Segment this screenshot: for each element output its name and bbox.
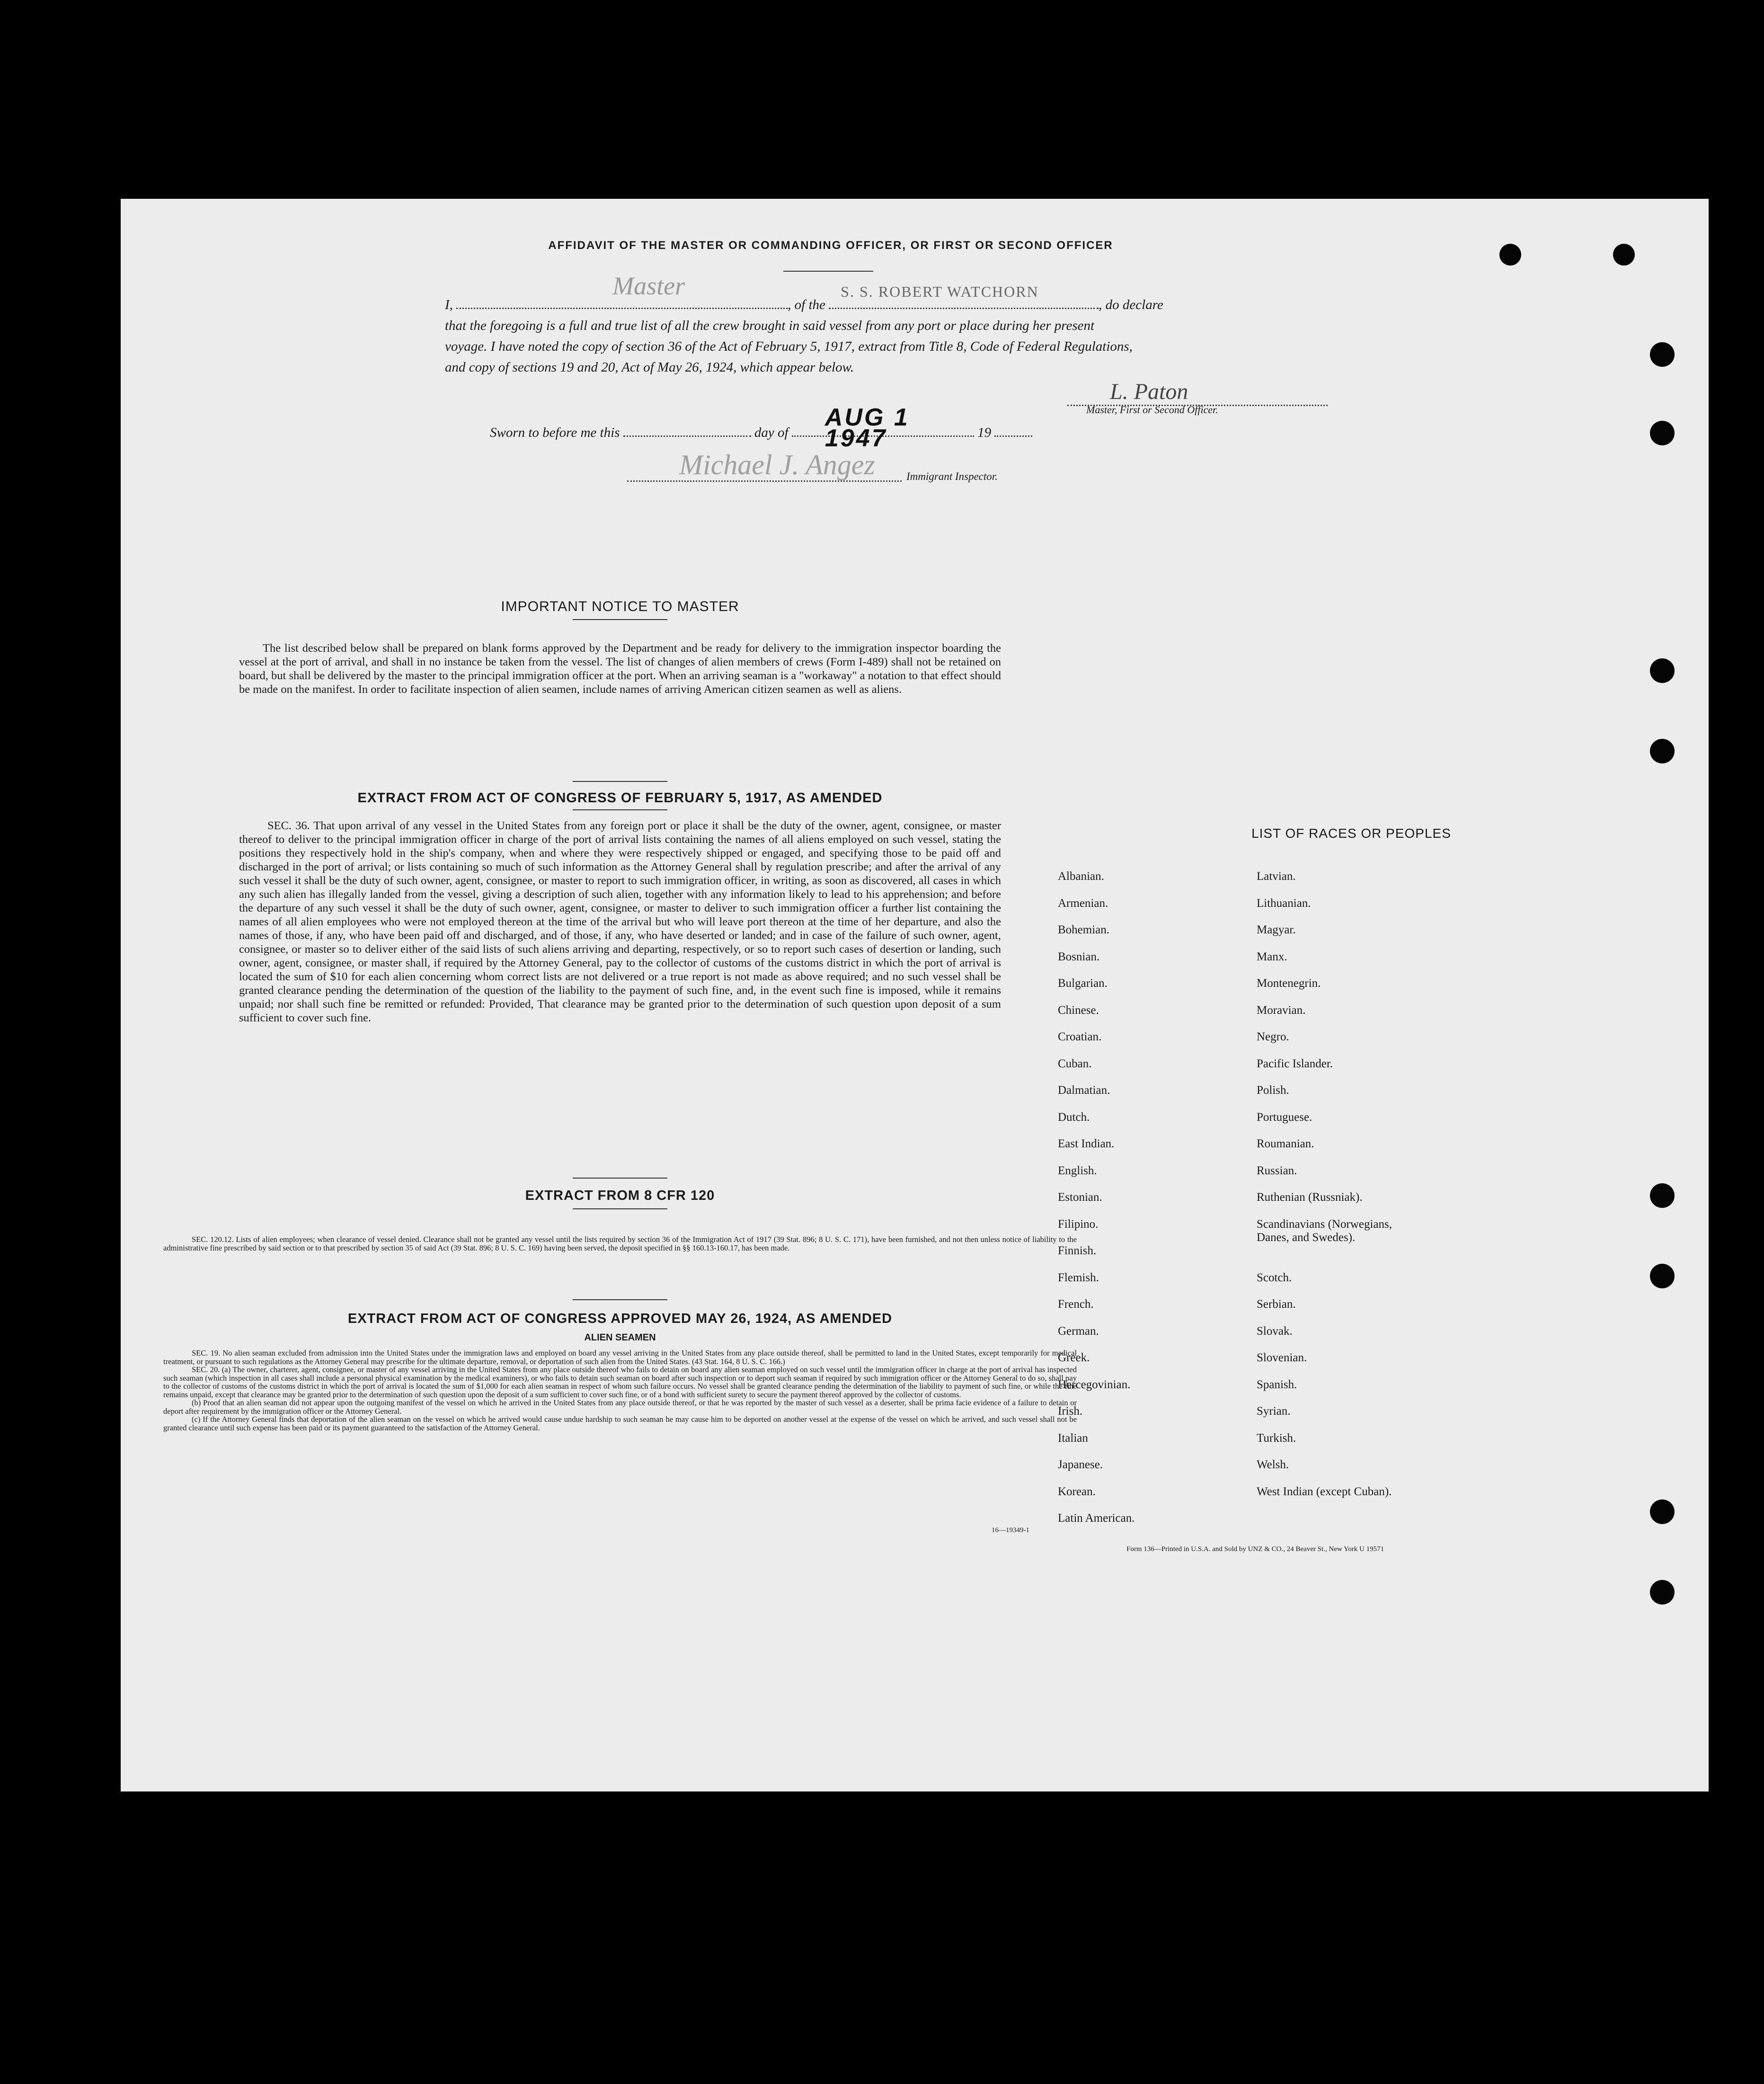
race-item: Scotch. [1257,1271,1292,1284]
master-name-field [456,272,788,309]
sworn-label: Sworn to before me this [490,425,620,440]
race-item: Greek. [1058,1351,1090,1364]
extract-cfr-text: SEC. 120.12. Lists of alien employees; when clearance of vessel denied. Clearance shall not be granted any vessel until the lists required by section 36 of the Immigration Act of 1917 (39 Stat. 896; 8 U. S. C. 171), have been furnished, and not then unless notice of liability to the administrative fine prescribed by said section or to that prescribed by section 35 of said Act (39 Stat. 896; 8 U. S. C. 169) having been served, the deposit specified in §§ 160.13-160.17, has been made. [163,1235,1077,1252]
race-item: Slovak. [1257,1324,1293,1338]
sec-20c-text: (c) If the Attorney General finds that deportation of the alien seaman on the vessel on which he arrived would cause undue hardship to such seaman he may cause him to be deported on another vessel at the expense of the vessel on which he arrived, and such vessel shall not be granted clearance until such expense has been paid or its payment guaranteed to the satisfaction of the Attorney General. [163,1415,1077,1432]
race-item: Serbian. [1257,1298,1296,1311]
affidavit-line-4: and copy of sections 19 and 20, Act of May 26, 1924, which appear below. [445,360,854,375]
extract-1917-heading: EXTRACT FROM ACT OF CONGRESS OF FEBRUARY 5, 1917, AS AMENDED [357,790,883,806]
binder-hole [1650,1580,1675,1605]
extract-1917-rule [573,809,667,810]
extract-cfr-rule [573,1208,667,1209]
race-item: Albanian. [1058,870,1104,883]
race-item: Bosnian. [1058,950,1100,963]
affidavit-line-2: that the foregoing is a full and true list of all the crew brought in said vessel from any port or place during her present [445,318,1095,333]
do-declare-label: , do declare [1099,297,1163,312]
inspector-signature-line [627,449,902,482]
sworn-line [490,404,1105,452]
race-item: Dutch. [1058,1110,1090,1124]
i-label: I, [445,297,453,312]
race-item: Lithuanian. [1257,896,1311,910]
race-item: Filipino. [1058,1217,1099,1231]
master-caption: Master, First or Second Officer. [1086,404,1218,416]
race-item: Russian. [1257,1164,1297,1177]
race-item: Syrian. [1257,1405,1291,1418]
race-item: Finnish. [1058,1244,1097,1257]
extract-1917-text: SEC. 36. That upon arrival of any vessel in the United States from any foreign port or place it shall be the duty of the owner, agent, consignee, or master thereof to deliver to the principal immigration officer in charge of the port of arrival lists containing the names of all aliens employed on such vessel, stating the positions they respectively hold in the ship's company, when and where they were respectively shipped or engaged, and specifying those to be paid off and discharged in the port of arrival; or lists containing so much of such information as the Attorney General shall by regulation prescribe; and after the arrival of any such vessel it shall be the duty of such owner, agent, consignee, or master to report to such immigration officer, in writing, as soon as discovered, all cases in which any such alien has illegally landed from the vessel, giving a description of such alien, together with any information likely to lead to his apprehension; and before the departure of any such vessel it shall be the duty of such owner, agent, consignee, or master to deliver to such immigration officer a further list containing the names of all alien employees who were not employed thereon at the time of the arrival but who will leave port thereon at the time of her departure, and also the names of those, if any, who have been paid off and discharged, and of those, if any, who have deserted or landed; and in case of the failure of such owner, agent, consignee, or master so to deliver either of the said lists of such aliens arriving and departing, respectively, or so to report such cases of desertion or landing, such owner, agent, consignee, or master shall, if required by the Attorney General, pay to the collector of customs of the customs district in which the port of arrival is located the sum of $10 for each alien concerning whom correct lists are not delivered or a true report is not made as above required; and no such vessel shall be granted clearance pending the determination of the question of the liability to the payment of such fine, and, in the event such fine is imposed, while it remains unpaid; nor shall such fine be remitted or refunded: Provided, That clearance may be granted prior to the determination of such question upon deposit of a sum sufficient to cover such fine. [239,819,1001,1024]
race-item: Polish. [1257,1084,1289,1097]
extract-1924-body [163,1349,1077,1432]
race-item: Croatian. [1058,1030,1102,1043]
race-item: Bohemian. [1058,923,1110,936]
race-item: Bulgarian. [1058,977,1108,990]
master-signature: L. Paton [1110,379,1188,404]
race-item: Portuguese. [1257,1110,1312,1124]
year-field [994,421,1032,437]
race-item: East Indian. [1058,1137,1115,1150]
race-item: Italian [1058,1431,1088,1445]
affidavit-line-1 [445,272,1486,315]
notice-rule [573,619,667,620]
race-item: Slovenian. [1257,1351,1307,1364]
form-number: 16—19349-1 [992,1526,1029,1534]
race-item: Chinese. [1058,1003,1099,1017]
race-item: Moravian. [1257,1003,1306,1017]
race-item: Korean. [1058,1485,1096,1498]
race-item: Montenegrin. [1257,977,1321,990]
race-item: Irish. [1058,1405,1083,1418]
notice-heading: IMPORTANT NOTICE TO MASTER [501,599,739,614]
sec-19-text: SEC. 19. No alien seaman excluded from admission into the United States under the immigration laws and employed on board any vessel arriving in the United States from any place outside thereof, shall be permitted to land in the United States, except temporarily for medical treatment, or pursuant to such regulations as the Attorney General may prescribe for the ultimate departure, removal, or deportation of such alien from the United States. (43 Stat. 164, 8 U. S. C. 166.) [163,1348,1077,1366]
document-page [121,199,1709,1791]
vessel-name-field [829,283,1099,309]
binder-hole [1650,1183,1675,1208]
race-item: Latin American. [1058,1512,1135,1525]
binder-hole [1650,658,1675,683]
of-the-label: , of the [788,297,825,312]
affidavit-line-3: voyage. I have noted the copy of section 36 of the Act of February 5, 1917, extract from Title 8, Code of Federal Regulations, [445,339,1133,354]
race-item: Spanish. [1257,1378,1297,1391]
binder-hole [1650,342,1675,367]
extract-1917-end-rule [573,1178,667,1179]
race-item: Negro. [1257,1030,1289,1043]
master-signature-line [1067,379,1328,406]
extract-cfr-heading: EXTRACT FROM 8 CFR 120 [525,1188,715,1203]
race-item: Scandinavians (Norwegians, Danes, and Swedes). [1257,1217,1392,1244]
race-item: Japanese. [1058,1458,1103,1471]
notice-end-rule [573,781,667,782]
vessel-name: S. S. ROBERT WATCHORN [841,283,1039,300]
races-heading: LIST OF RACES OR PEOPLES [1251,826,1451,841]
race-item: Welsh. [1257,1458,1289,1471]
race-item: Dalmatian. [1058,1084,1110,1097]
race-item: Armenian. [1058,896,1108,910]
race-item: Flemish. [1058,1271,1099,1284]
printer-line: Form 136—Printed in U.S.A. and Sold by UNZ & CO., 24 Beaver St., New York U 19571 [1126,1545,1384,1553]
binder-hole [1499,244,1521,266]
race-item: English. [1058,1164,1097,1177]
race-item: Cuban. [1058,1057,1092,1070]
binder-hole [1650,739,1675,763]
master-handwriting: Master [612,272,685,300]
inspector-caption: Immigrant Inspector. [906,470,998,482]
race-item: Pacific Islander. [1257,1057,1333,1070]
race-item: Magyar. [1257,923,1296,936]
race-item: Roumanian. [1257,1137,1314,1150]
day-of-label: day of [754,425,789,440]
race-item: Ruthenian (Russniak). [1257,1191,1363,1204]
race-item: Turkish. [1257,1431,1296,1445]
race-item: French. [1058,1298,1094,1311]
binder-hole [1613,244,1635,266]
day-field [623,421,751,437]
race-item: Hercegovinian. [1058,1378,1131,1391]
race-item: Manx. [1257,950,1287,963]
date-stamp: AUG 1 1947 [824,404,910,452]
sec-20a-text: SEC. 20. (a) The owner, charterer, agent, consignee, or master of any vessel arriving in the United States from any place outside thereof who fails to detain on board any alien seaman employed on such vessel until the immigration officer in charge at the port of arrival has inspected such seaman (which inspection in all cases shall include a personal physical examination by the medical examiners), or who fails to detain such seaman on board after such inspection or to deport such seaman if required by such immigration officer or the Attorney General to do so, shall pay to the collector of customs of the customs district in which the port of arrival is located the sum of $1,000 for each alien seaman in respect of whom such failure occurs. No vessel shall be granted clearance pending the determination of the liability to payment of such fine, or while the fine remains unpaid, except that clearance may be granted prior to the determination of such question upon the deposit of a sum sufficient to cover such fine, or of a bond with sufficient surety to secure the payment thereof approved by the collector of customs. [163,1365,1077,1399]
month-field [792,404,974,452]
binder-hole [1650,1499,1675,1524]
race-item: Estonian. [1058,1191,1102,1204]
binder-hole [1650,1264,1675,1288]
extract-cfr-end-rule [573,1299,667,1300]
sec-20b-text: (b) Proof that an alien seaman did not appear upon the outgoing manifest of the vessel on which he arrived in the United States from any place outside thereof, or that he was reported by the master of such vessel as a deserter, shall be prima facie evidence of a failure to detain or deport after requirement by the immigration officer or the Attorney General. [163,1398,1077,1416]
extract-1924-subheading: ALIEN SEAMEN [584,1332,656,1343]
affidavit-title: AFFIDAVIT OF THE MASTER OR COMMANDING OFFICER, OR FIRST OR SECOND OFFICER [548,239,1113,252]
inspector-signature: Michael J. Angez [679,449,875,480]
race-item: West Indian (except Cuban). [1257,1485,1392,1498]
extract-1924-heading: EXTRACT FROM ACT OF CONGRESS APPROVED MAY 26, 1924, AS AMENDED [347,1311,893,1326]
race-item: Latvian. [1257,870,1296,883]
year-prefix: 19 [977,425,992,440]
notice-text: The list described below shall be prepared on blank forms approved by the Department and be ready for delivery to the immigration inspector boarding the vessel at the port of arrival, and shall in no instance be taken from the vessel. The list of changes of alien members of crews (Form I-489) shall not be retained on board, but shall be delivered by the master to the principal immigration officer at the port. When an arriving seaman is a "workaway" a notation to that effect should be made on the manifest. In order to facilitate inspection of alien seamen, include names of arriving American citizen seamen as well as aliens. [239,642,1001,696]
race-item: German. [1058,1324,1099,1338]
binder-hole [1650,421,1675,445]
title-rule [783,271,873,272]
